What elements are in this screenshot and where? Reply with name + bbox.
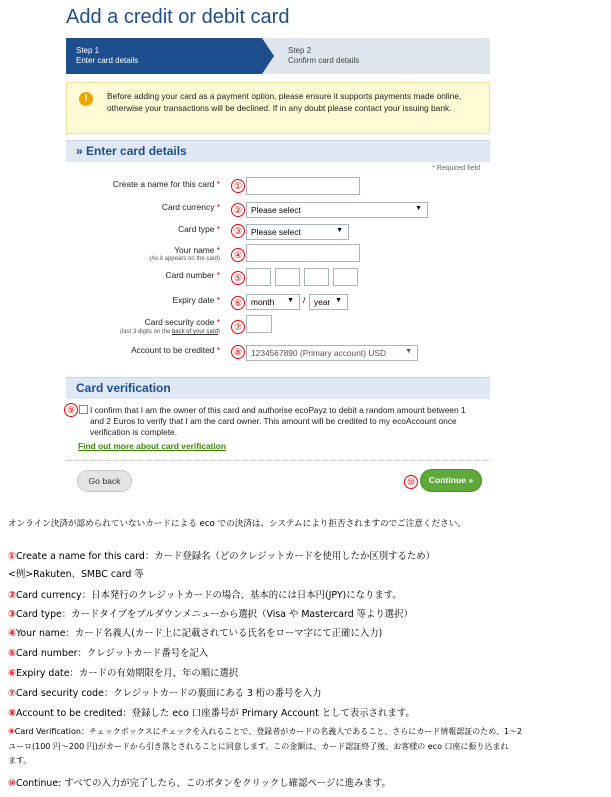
card-type-select[interactable] bbox=[246, 224, 349, 240]
expiry-month-select[interactable] bbox=[246, 294, 300, 310]
section-card-verification bbox=[66, 377, 490, 399]
expiry-label bbox=[60, 295, 220, 305]
dropdown-arrow-icon: ▼ bbox=[335, 297, 342, 304]
marker-7: ⑦ bbox=[231, 320, 245, 334]
expiry-year-value: year bbox=[314, 297, 331, 307]
step-1-number: Step 1 bbox=[76, 46, 100, 55]
warning-text: Before adding your card as a payment option, please ensure it supports payments made online, otherwise your transactions will be declined. If in any doubt please contact your issuing bank. bbox=[107, 91, 462, 113]
account-select-value: 1234567890 (Primary account) USD bbox=[251, 348, 386, 358]
note-9 bbox=[8, 726, 604, 737]
back-of-card-link[interactable]: back of your card bbox=[171, 329, 218, 335]
currency-label bbox=[60, 202, 220, 212]
card-type-label bbox=[60, 224, 220, 234]
card-number-label bbox=[60, 270, 220, 280]
dropdown-arrow-icon: ▼ bbox=[415, 205, 422, 212]
warning-box bbox=[66, 82, 490, 134]
note-marker: ① bbox=[8, 551, 16, 562]
note-text: Card Verification：チェックボックスにチェックを入れることで、登録者がカードの名義人であること、さらにカード情報認証のため、1～2 bbox=[14, 727, 523, 736]
note-8 bbox=[8, 705, 604, 719]
security-sub-close: ) bbox=[218, 329, 220, 335]
step-arrow-icon bbox=[262, 38, 274, 74]
note-text: Create a name for this card：カード登録名（どのクレジットカードを使用したか区別するため） bbox=[15, 551, 435, 562]
note-text: Expiry date：カードの有効期限を月、年の順に選択 bbox=[15, 668, 239, 679]
note-4 bbox=[8, 625, 604, 639]
marker-6: ⑥ bbox=[231, 296, 245, 310]
note-text: Account to be credited：登録した eco 口座番号が Primary Account として表示されます。 bbox=[15, 708, 415, 719]
expiry-month-value: month bbox=[251, 297, 275, 307]
security-code-label bbox=[60, 317, 220, 327]
card-name-label bbox=[60, 179, 220, 189]
card-name-label-text: Create a name for this card bbox=[112, 179, 215, 189]
card-number-part-3[interactable] bbox=[304, 268, 329, 286]
verification-text: I confirm that I am the owner of this card and authorise ecoPayz to debit a random amount between 1 and 2 Euros to verify that I am the card owner. This amount will be credited to my ecoAccount once verification is complete. bbox=[90, 405, 466, 437]
note-10 bbox=[8, 775, 604, 789]
your-name-input[interactable] bbox=[246, 244, 360, 262]
currency-select[interactable] bbox=[246, 202, 428, 218]
security-code-input[interactable] bbox=[246, 315, 272, 333]
note-marker: ② bbox=[8, 590, 16, 601]
note-marker: ⑤ bbox=[8, 648, 16, 659]
step-2-number: Step 2 bbox=[288, 46, 312, 55]
note-text: Continue: すべての入力が完了したら、このボタンをクリックし確認ページに進みます。 bbox=[15, 778, 391, 789]
required-star: * bbox=[216, 317, 220, 327]
continue-button[interactable]: Continue » bbox=[420, 469, 482, 492]
section-title: » Enter card details bbox=[76, 144, 187, 158]
account-select[interactable] bbox=[246, 345, 418, 361]
required-star: * bbox=[216, 245, 220, 255]
security-code-sublabel bbox=[60, 329, 220, 335]
card-name-input[interactable] bbox=[246, 177, 360, 195]
your-name-sublabel: (As it appears on the card) bbox=[149, 256, 220, 262]
note-text: Card security code：クレジットカードの裏面にある 3 桁の番号を入力 bbox=[15, 688, 322, 699]
required-star: * bbox=[216, 295, 220, 305]
required-star: * bbox=[216, 345, 220, 355]
dropdown-arrow-icon: ▼ bbox=[287, 297, 294, 304]
security-sub-text: (last 3 digits on the bbox=[119, 329, 172, 335]
currency-select-value: Please select bbox=[251, 205, 301, 215]
note-1-example: <例>Rakuten、SMBC card 等 bbox=[8, 569, 144, 580]
dropdown-arrow-icon: ▼ bbox=[336, 227, 343, 234]
card-type-select-value: Please select bbox=[251, 227, 301, 237]
note-marker: ⑩ bbox=[8, 778, 16, 789]
note-5 bbox=[8, 645, 604, 659]
card-number-part-2[interactable] bbox=[275, 268, 300, 286]
security-code-label-text: Card security code bbox=[144, 317, 215, 327]
account-label-text: Account to be credited bbox=[131, 345, 215, 355]
notes-intro: オンライン決済が認められていないカードによる eco での決済は、システムにより拒否されますのでご注意ください。 bbox=[8, 519, 466, 529]
expiry-year-select[interactable] bbox=[309, 294, 348, 310]
marker-10: ⑩ bbox=[404, 475, 418, 489]
note-3 bbox=[8, 606, 604, 620]
marker-5: ⑤ bbox=[231, 271, 245, 285]
marker-2: ② bbox=[231, 203, 245, 217]
currency-label-text: Card currency bbox=[161, 202, 215, 212]
account-label bbox=[60, 345, 220, 355]
step-1-title: Enter card details bbox=[76, 56, 139, 65]
card-number-label-text: Card number bbox=[165, 270, 215, 280]
section-enter-card-details bbox=[66, 140, 490, 162]
section-title: Card verification bbox=[76, 381, 171, 395]
note-text: Card currency：日本発行のクレジットカードの場合、基本的には日本円(JPY)になります。 bbox=[15, 590, 402, 601]
divider bbox=[66, 460, 490, 461]
step-2 bbox=[278, 38, 359, 66]
marker-1: ① bbox=[231, 179, 245, 193]
note-9-cont-2: ます。 bbox=[8, 756, 32, 765]
page-title: Add a credit or debit card bbox=[66, 6, 290, 28]
expiry-separator: / bbox=[303, 295, 306, 305]
expiry-label-text: Expiry date bbox=[172, 295, 215, 305]
your-name-label bbox=[60, 245, 220, 255]
step-2-title: Confirm card details bbox=[288, 56, 360, 65]
verification-checkbox[interactable] bbox=[79, 405, 88, 414]
note-marker: ⑦ bbox=[8, 688, 16, 699]
required-star: * bbox=[216, 179, 220, 189]
warning-icon: ! bbox=[79, 92, 93, 106]
card-number-part-4[interactable] bbox=[333, 268, 358, 286]
note-7 bbox=[8, 685, 604, 699]
note-marker: ④ bbox=[8, 628, 16, 639]
required-star: * bbox=[216, 270, 220, 280]
dropdown-arrow-icon: ▼ bbox=[405, 348, 412, 355]
go-back-button[interactable]: Go back bbox=[77, 470, 132, 492]
required-star: * bbox=[216, 202, 220, 212]
card-verification-link[interactable]: Find out more about card verification bbox=[78, 441, 226, 451]
note-6 bbox=[8, 665, 604, 679]
required-star: * bbox=[216, 224, 220, 234]
note-1 bbox=[8, 548, 604, 562]
card-type-label-text: Card type bbox=[178, 224, 215, 234]
note-marker: ⑥ bbox=[8, 668, 16, 679]
marker-8: ⑧ bbox=[231, 345, 245, 359]
card-number-part-1[interactable] bbox=[246, 268, 271, 286]
note-9-cont-1: ユーロ(100 円～200 円)がカードから引き落とされることに同意します。この金額は、カード認証終了後、お客様の eco 口座に振り込まれ bbox=[8, 742, 509, 751]
marker-3: ③ bbox=[231, 224, 245, 238]
note-marker: ⑨ bbox=[8, 727, 15, 736]
marker-4: ④ bbox=[231, 248, 245, 262]
note-text: Your name：カード名義人(カード上に記載されている氏名をローマ字にて正確に入力) bbox=[15, 628, 383, 639]
step-1-current bbox=[66, 38, 262, 74]
note-marker: ⑧ bbox=[8, 708, 16, 719]
marker-9: ⑨ bbox=[64, 403, 78, 417]
your-name-label-text: Your name bbox=[174, 245, 215, 255]
note-text: Card type：カードタイプをプルダウンメニューから選択（Visa や Mastercard 等より選択） bbox=[15, 609, 413, 620]
note-marker: ③ bbox=[8, 609, 16, 620]
note-text: Card number：クレジットカード番号を記入 bbox=[15, 648, 209, 659]
required-note: * Required field bbox=[432, 165, 480, 172]
note-2 bbox=[8, 587, 604, 601]
